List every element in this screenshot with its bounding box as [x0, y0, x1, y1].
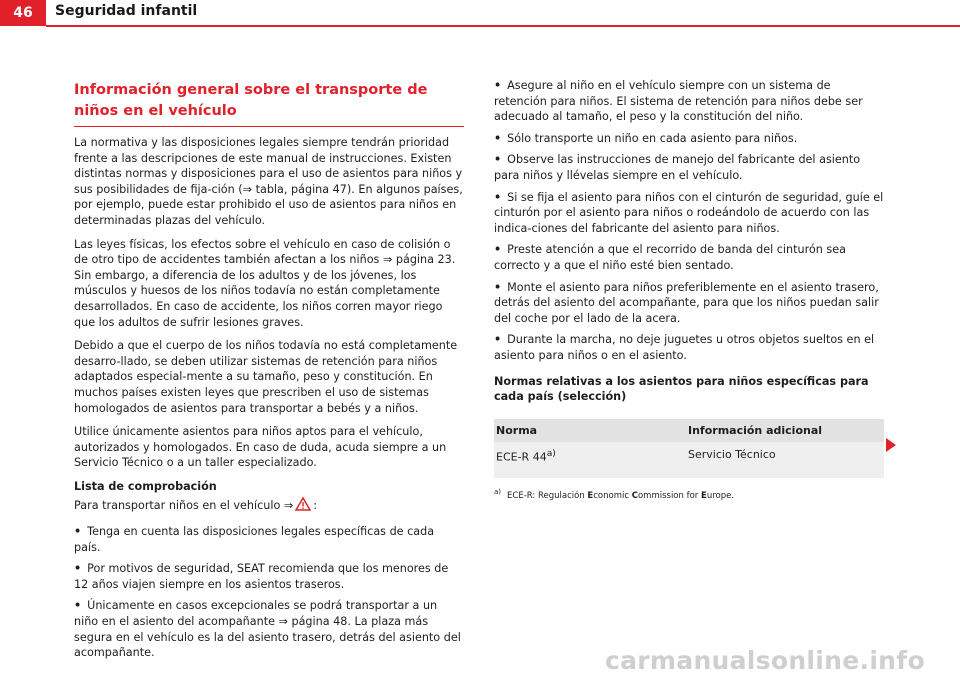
bullet-icon: •: [494, 190, 502, 204]
page-header: [0, 0, 960, 26]
list-item: • Sólo transporte un niño en cada asiento para niños.: [494, 131, 798, 145]
list-item: • Únicamente en casos excepcionales se podrá transportar a un niño en el asiento del acompañante ⇒ página 48. La plaza más segura en el vehículo es la del asiento trasero, detrás del asiento del acompañante.: [74, 599, 461, 660]
header-rule: [46, 25, 960, 27]
list-item: • Si se fija el asiento para niños con el cinturón de seguridad, guíe el cinturón por el asiento para niños o rodeándolo de acuerdo con las indica-ciones del fabricante del asiento para niños.: [494, 190, 884, 235]
paragraph-1: La normativa y las disposiciones legales siempre tendrán prioridad frente a las descripciones de este manual de instrucciones. Existen distintas normas y disposiciones para el uso de asientos para niños y sus posibilidades de fija-ción (⇒ tabla, página 47). En algunos países, por ejemplo, puede estar prohibido el uso de asientos para niños en determinadas plazas del vehículo.: [74, 136, 463, 227]
footnote: $^{a)}$ ECE-R: Regulación Economic Commission for Europe.: [494, 487, 735, 501]
checklist-intro: Para transportar niños en el vehículo ⇒ :: [74, 497, 464, 516]
list-item: • Preste atención a que el recorrido de banda del cinturón sea correcto y a que el niño esté bien sentado.: [494, 243, 846, 272]
bullet-icon: •: [494, 243, 502, 257]
cell-info: Servicio Técnico: [686, 442, 884, 478]
list-item: • Observe las instrucciones de manejo del fabricante del asiento para niños y llévelas siempre en el vehículo.: [494, 153, 861, 182]
list-item: • Monte el asiento para niños preferiblemente en el asiento trasero, detrás del asiento del acompañante, para que los niños puedan salir del coche por el lado de la acera.: [494, 280, 879, 325]
paragraph-4: Utilice únicamente asientos para niños aptos para el vehículo, autorizados y homologados. En caso de duda, acuda siempre a un Servicio Técnico o a un taller especializado.: [74, 425, 447, 470]
link-table-page-47[interactable]: ⇒ tabla, página 47: [242, 182, 347, 196]
bullet-icon: •: [494, 333, 502, 347]
warning-triangle-icon[interactable]: [295, 497, 311, 516]
footnote-mark: a): [494, 487, 502, 496]
bullet-icon: •: [74, 599, 82, 613]
bullet-icon: •: [494, 79, 502, 92]
checklist-title: Lista de comprobación: [74, 479, 217, 493]
list-item: • Tenga en cuenta las disposiciones legales específicas de cada país.: [74, 525, 435, 554]
table-row: [494, 442, 884, 478]
watermark: carmanualsonline.info: [605, 646, 925, 675]
column-header: Norma: [494, 419, 686, 442]
norms-table: [494, 419, 884, 478]
bullet-icon: •: [494, 280, 502, 294]
table-header-row: [494, 419, 884, 442]
next-page-arrow-icon[interactable]: [886, 438, 896, 452]
table-title: Normas relativas a los asientos para niños específicas para cada país (selección): [494, 374, 869, 404]
chapter-title: Seguridad infantil: [55, 3, 198, 19]
paragraph-3: Debido a que el cuerpo de los niños todavía no está completamente desarro-llado, se deben utilizar sistemas de retención para niños adaptados especial-mente a su tamaño, peso y constitución. En muchos países existen leyes que prescriben el uso de sistemas homologados de asientos para transportar a bebés y a niños.: [74, 339, 458, 415]
bullet-icon: •: [74, 562, 82, 576]
bullet-icon: •: [74, 525, 82, 539]
section-title: Información general sobre el transporte de niños en el vehículo: [74, 80, 464, 127]
list-item: • Durante la marcha, no deje juguetes u otros objetos sueltos en el asiento para niños o en el asiento.: [494, 333, 875, 362]
page-number: 46: [0, 0, 46, 26]
link-page-23[interactable]: ⇒ página 23: [382, 253, 452, 267]
bullet-icon: •: [494, 131, 502, 145]
cell-norma: ECE-R 44$^{a)}$: [494, 442, 686, 478]
bullet-icon: •: [494, 153, 502, 167]
paragraph-2: Las leyes físicas, los efectos sobre el vehículo en caso de colisión o de otro tipo de accidentes también afectan a los niños ⇒ página 23. Sin embargo, a diferencia de los adultos y de los jóvenes, los músculos y huesos de los niños todavía no están completamente desarrollados. En caso de accidente, los niños corren mayor riego que los adultos de sufrir lesiones graves.: [74, 237, 456, 329]
list-item: • Asegure al niño en el vehículo siempre con un sistema de retención para niños. El sistema de retención para niños debe ser adecuado al tamaño, el peso y la constitución del niño.: [494, 79, 863, 124]
list-item: • Por motivos de seguridad, SEAT recomienda que los menores de 12 años viajen siempre en los asientos traseros.: [74, 562, 449, 591]
footnote-marker[interactable]: a): [546, 447, 556, 459]
right-column: [494, 78, 884, 502]
column-header: Información adicional: [686, 419, 884, 442]
left-column: [74, 80, 464, 667]
